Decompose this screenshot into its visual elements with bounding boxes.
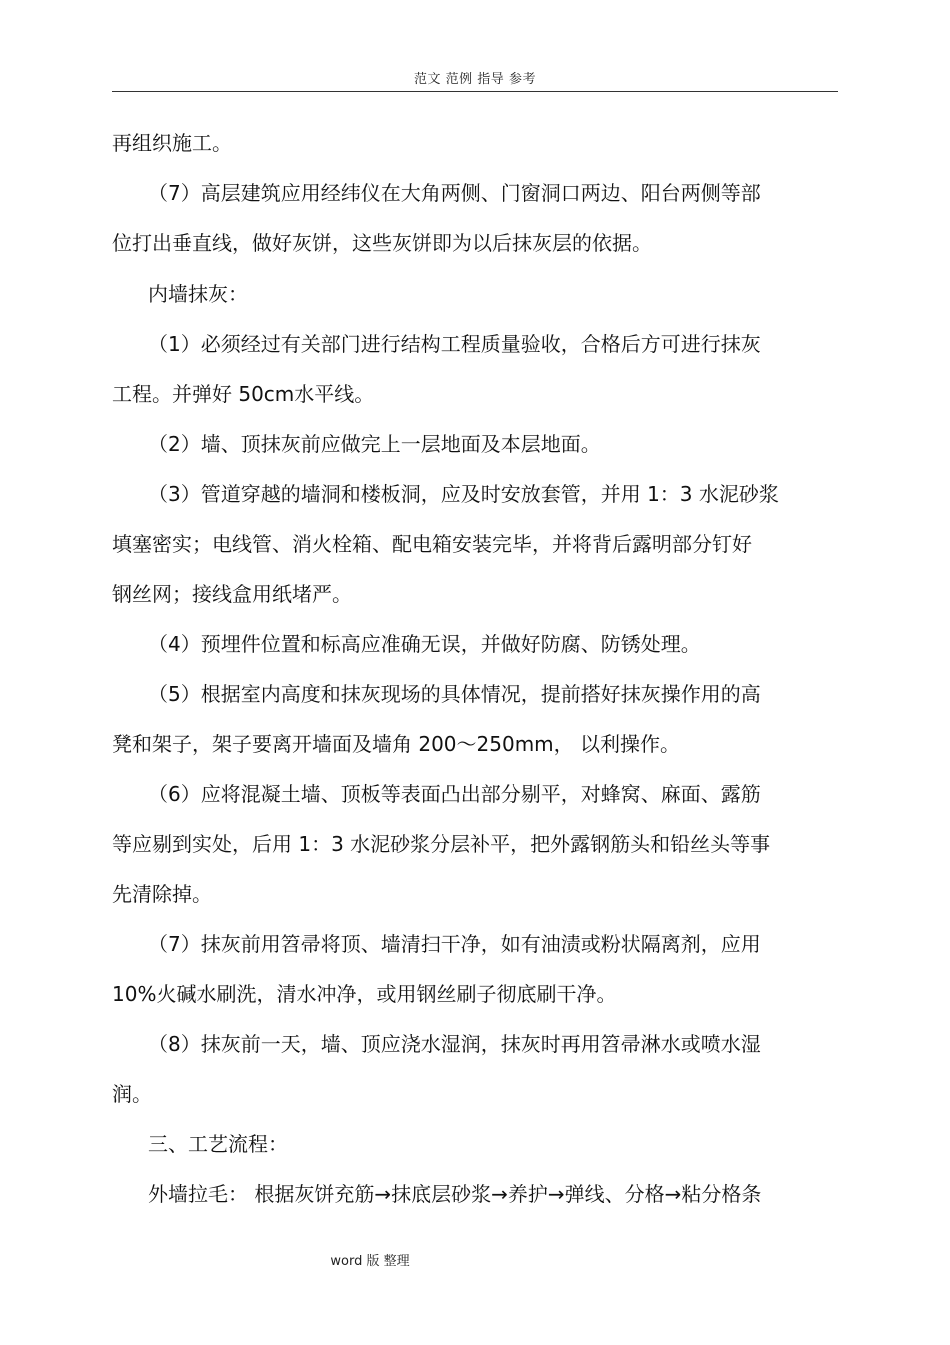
text-line: 工程。并弹好 50cm水平线。 [112,382,375,406]
page-footer: word 版 整理 [330,1254,410,1269]
header-rule [112,91,838,92]
text-line: （2）墙、顶抹灰前应做完上一层地面及本层地面。 [148,432,601,456]
text-line: （5）根据室内高度和抹灰现场的具体情况，提前搭好抹灰操作用的高 [148,682,761,706]
text-line: （7）抹灰前用笤帚将顶、墙清扫干净，如有油渍或粉状隔离剂，应用 [148,932,761,956]
section-heading: 三、工艺流程： [148,1132,288,1156]
text-line: 凳和架子，架子要离开墙面及墙角 200～250mm， 以利操作。 [112,732,681,756]
text-line: 再组织施工。 [112,131,232,155]
text-line: （1）必须经过有关部门进行结构工程质量验收，合格后方可进行抹灰 [148,332,761,356]
text-line: 润。 [112,1082,152,1106]
text-line: 钢丝网；接线盒用纸堵严。 [112,582,352,606]
text-line: 外墙拉毛： 根据灰饼充筋→抹底层砂浆→养护→弹线、分格→粘分格条 [148,1182,762,1206]
page-header: 范文 范例 指导 参考 [414,72,536,87]
section-heading: 内墙抹灰： [148,282,248,306]
text-line: 位打出垂直线，做好灰饼，这些灰饼即为以后抹灰层的依据。 [112,231,652,255]
text-line: 填塞密实；电线管、消火栓箱、配电箱安装完毕，并将背后露明部分钉好 [112,532,752,556]
text-line: （7）高层建筑应用经纬仪在大角两侧、门窗洞口两边、阳台两侧等部 [148,181,761,205]
text-line: （3）管道穿越的墙洞和楼板洞，应及时安放套管，并用 1：3 水泥砂浆 [148,482,779,506]
text-line: 先清除掉。 [112,882,212,906]
text-line: （4）预埋件位置和标高应准确无误，并做好防腐、防锈处理。 [148,632,701,656]
text-line: 等应剔到实处，后用 1：3 水泥砂浆分层补平，把外露钢筋头和铅丝头等事 [112,832,771,856]
text-line: （6）应将混凝土墙、顶板等表面凸出部分剔平，对蜂窝、麻面、露筋 [148,782,761,806]
text-line: （8）抹灰前一天，墙、顶应浇水湿润，抹灰时再用笤帚淋水或喷水湿 [148,1032,761,1056]
text-line: 10%火碱水刷洗，清水冲净，或用钢丝刷子彻底刷干净。 [112,982,617,1006]
